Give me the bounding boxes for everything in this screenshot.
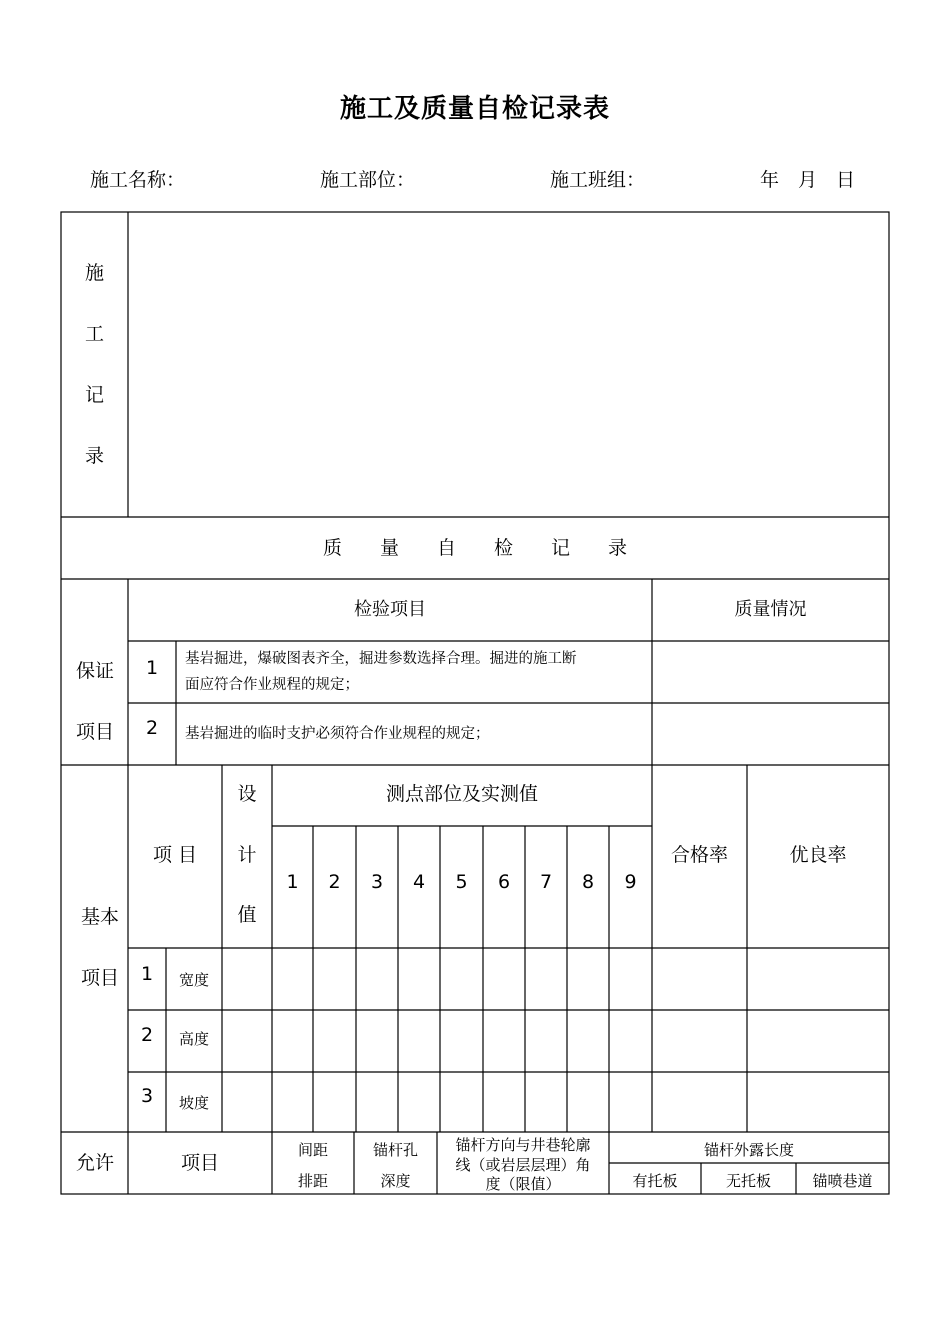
angle-header-line3: 度（限值） [485, 1175, 561, 1193]
guarantee-item-text: 基岩掘进的临时支护必须符合作业规程的规定； [185, 726, 490, 742]
point-number: 7 [539, 871, 553, 893]
point-number: 4 [412, 871, 426, 893]
record-label-char-2: 工 [85, 323, 105, 345]
basic-row-no: 2 [140, 1024, 154, 1046]
record-label-char-1: 施 [85, 262, 105, 284]
angle-header-line2: 线（或岩层层理）角 [455, 1156, 591, 1174]
point-number: 6 [497, 871, 511, 893]
page-title: 施工及质量自检记录表 [339, 94, 610, 124]
quality-section-title: 质 量 自 检 记 录 [322, 537, 627, 559]
guarantee-item-text: 基岩掘进，爆破图表齐全，掘进参数选择合理。掘进的施工断 [185, 651, 577, 667]
construction-name-label: 施工名称： [90, 169, 186, 191]
angle-header-line1: 锚杆方向与井巷轮廓 [455, 1136, 591, 1154]
basic-row-width: 宽度 [179, 971, 210, 989]
guarantee-item-no: 2 [145, 717, 159, 739]
guarantee-label-line1: 保证 [76, 660, 115, 682]
spacing-header-line1: 间距 [297, 1141, 328, 1159]
hole-depth-header-line2: 深度 [380, 1172, 411, 1190]
measure-points-header: 测点部位及实测值 [385, 783, 538, 805]
basic-item-header: 项 目 [152, 844, 198, 866]
date-label: 年 月 日 [760, 169, 856, 191]
point-number: 9 [624, 871, 637, 893]
point-number: 1 [286, 871, 299, 893]
point-number: 3 [370, 871, 384, 893]
basic-row-slope: 坡度 [179, 1094, 210, 1112]
excellent-rate-header: 优良率 [789, 844, 847, 866]
basic-row-no: 3 [140, 1085, 154, 1107]
guarantee-quality-cell[interactable] [653, 642, 888, 702]
exposed-length-header: 锚杆外露长度 [703, 1141, 794, 1159]
construction-location-label: 施工部位： [320, 169, 416, 191]
basic-row-height: 高度 [179, 1030, 210, 1048]
guarantee-item-no: 1 [145, 657, 159, 679]
basic-label-line1: 基本 [81, 906, 120, 928]
design-value-header-char: 设 [237, 783, 257, 805]
hole-depth-header-line1: 锚杆孔 [372, 1141, 418, 1159]
design-value-header-char: 值 [237, 904, 257, 926]
construction-team-label: 施工班组： [550, 169, 646, 191]
with-plate-header: 有托板 [632, 1172, 678, 1190]
construction-record-area[interactable] [129, 213, 888, 516]
guarantee-quality-cell[interactable] [653, 704, 888, 764]
quality-status-header: 质量情况 [734, 599, 807, 620]
record-label-char-4: 录 [85, 445, 105, 467]
record-label-char-3: 记 [85, 384, 105, 406]
design-value-header-char: 计 [237, 844, 257, 866]
basic-label-line2: 项目 [81, 967, 120, 989]
point-number: 8 [581, 871, 595, 893]
inspection-item-header: 检验项目 [354, 599, 426, 620]
point-number: 5 [455, 871, 468, 893]
allow-item-header: 项目 [180, 1152, 219, 1174]
shotcrete-roadway-header: 锚喷巷道 [812, 1172, 873, 1190]
pass-rate-header: 合格率 [670, 844, 728, 866]
guarantee-item-text: 面应符合作业规程的规定； [185, 677, 359, 693]
point-number: 2 [328, 871, 341, 893]
allow-label: 允许 [76, 1152, 115, 1174]
without-plate-header: 无托板 [725, 1172, 771, 1190]
guarantee-label-line2: 项目 [76, 721, 115, 743]
basic-row-no: 1 [140, 963, 154, 985]
spacing-header-line2: 排距 [297, 1172, 328, 1190]
